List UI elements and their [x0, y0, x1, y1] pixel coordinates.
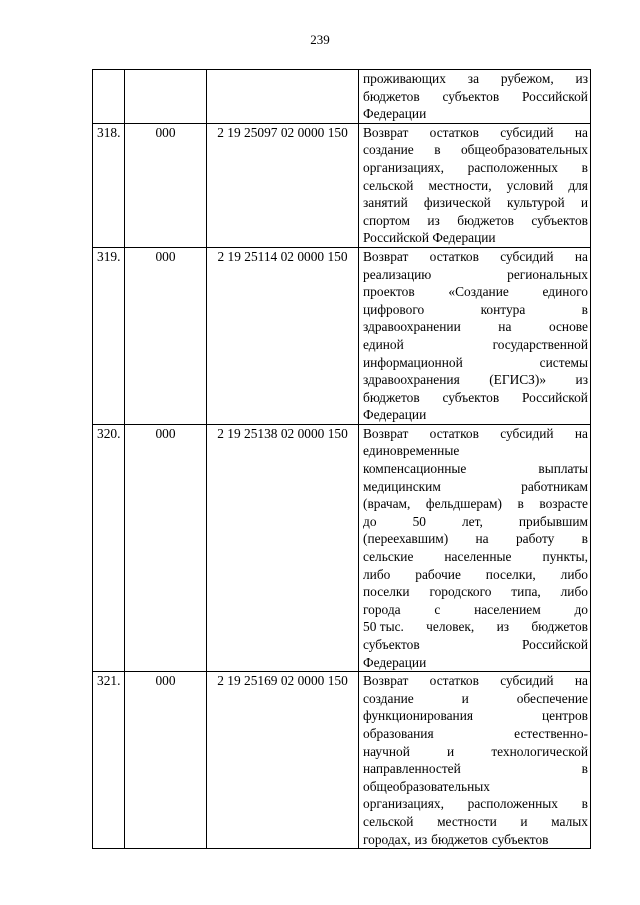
description-word: в [517, 496, 524, 512]
description-line [363, 530, 588, 548]
table-row [93, 247, 591, 424]
description-word: рабочие [415, 566, 461, 582]
description-word: в [581, 531, 588, 547]
description-word: сельские [363, 549, 414, 565]
budget-code-cell: 2 19 25169 02 0000 150 [207, 672, 359, 849]
row-number-cell: 318. [93, 123, 125, 247]
description-word: функционирования [363, 708, 474, 724]
description-word: и [461, 690, 469, 706]
description-word: бюджетов [531, 619, 588, 635]
description-word: Федерации [363, 106, 427, 122]
description-word: создание [363, 142, 414, 158]
description-word: Федерации [363, 407, 427, 423]
description-line [363, 354, 588, 372]
description-word: субъектов [442, 88, 500, 104]
description-line [363, 389, 588, 407]
description-word: до [574, 601, 588, 617]
description-word: возрасте [539, 496, 588, 512]
description-word: здравоохранении [363, 319, 461, 335]
description-word: субъектов [491, 831, 549, 847]
description-line [363, 478, 588, 496]
description-line [363, 566, 588, 584]
description-word: городского [429, 584, 492, 600]
description-line [363, 707, 588, 725]
admin-code-cell: 000 [125, 424, 207, 671]
budget-code-cell: 2 19 25097 02 0000 150 [207, 123, 359, 247]
description-line [363, 336, 588, 354]
description-word: сельской [363, 813, 414, 829]
description-word: бюджетов [363, 88, 420, 104]
description-cell [359, 123, 591, 247]
description-word: субсидий [500, 673, 554, 689]
description-word: контура [480, 301, 526, 317]
description-word: направленностей [363, 761, 461, 777]
description-word: на [574, 673, 588, 689]
description-line [363, 495, 588, 513]
description-word: здравоохранения [363, 372, 460, 388]
description-word: Федерации [363, 654, 427, 670]
description-word: городах, [363, 831, 411, 847]
description-word: выплаты [538, 461, 588, 477]
description-word: Возврат [363, 673, 409, 689]
description-line [363, 460, 588, 478]
description-line [363, 283, 588, 301]
description-line [363, 124, 588, 142]
description-word: единой [363, 336, 404, 352]
description-line [363, 266, 588, 284]
description-line [363, 194, 588, 212]
description-word: субъектов [363, 637, 420, 652]
description-word: естественно- [514, 725, 588, 741]
description-word: создание [363, 690, 414, 706]
description-word: поселки [363, 584, 410, 600]
description-line [363, 813, 588, 831]
description-word: либо [560, 584, 588, 600]
description-word: на [574, 124, 588, 140]
description-line [363, 88, 588, 106]
description-word: единовременные [363, 443, 460, 459]
description-word: расположенных [467, 796, 558, 812]
description-word: из [575, 71, 588, 86]
budget-code-cell: 2 19 25114 02 0000 150 [207, 247, 359, 424]
description-word: местности, [428, 177, 492, 193]
description-word: прибывшим [518, 513, 588, 529]
description-word: местности [437, 813, 497, 829]
budget-code-cell [207, 70, 359, 124]
description-line [363, 760, 588, 778]
description-word: остатков [429, 124, 479, 140]
description-word: государственной [492, 336, 588, 352]
admin-code-cell: 000 [125, 247, 207, 424]
description-line [363, 725, 588, 743]
description-word: в [581, 159, 588, 175]
description-word: рубежом, [500, 71, 554, 86]
admin-code-cell: 000 [125, 123, 207, 247]
description-word: остатков [429, 248, 479, 264]
description-word: субъектов [442, 389, 500, 405]
description-word: поселки, [485, 566, 536, 582]
description-word: в [581, 761, 588, 777]
table-row [93, 424, 591, 671]
description-word: и [580, 195, 588, 211]
description-word: центров [541, 708, 588, 724]
description-line [363, 778, 588, 796]
description-word: научной [363, 743, 410, 759]
description-word: либо [363, 566, 391, 582]
description-word: бюджетов [457, 212, 514, 228]
description-line [363, 248, 588, 266]
description-word: субъектов [531, 212, 588, 228]
description-word: с [434, 601, 441, 617]
description-line [363, 318, 588, 336]
description-word: Возврат [363, 248, 409, 264]
description-cell [359, 424, 591, 671]
description-line [363, 583, 588, 601]
description-word: проектов [363, 284, 415, 300]
budget-code-cell: 2 19 25138 02 0000 150 [207, 424, 359, 671]
description-word: условий [506, 177, 554, 193]
description-word: работу [515, 531, 555, 547]
description-word: в [581, 796, 588, 812]
description-word: фельдшерам) [425, 496, 502, 512]
description-word: либо [560, 566, 588, 582]
description-word: для [568, 177, 588, 193]
description-cell [359, 672, 591, 849]
description-word: проживающих [363, 71, 446, 86]
description-word: основе [548, 319, 588, 335]
description-word: субсидий [500, 124, 554, 140]
description-word: и [520, 813, 528, 829]
description-word: региональных [507, 266, 588, 282]
description-word: лет, [462, 513, 483, 529]
description-word: Российской [521, 389, 588, 405]
description-line [363, 743, 588, 761]
description-word: образования [363, 725, 434, 741]
description-line [363, 795, 588, 813]
description-word: населенные [444, 549, 512, 565]
description-word: до [363, 513, 377, 529]
description-word: общеобразовательных [460, 142, 588, 158]
description-word: субсидий [500, 425, 554, 441]
description-word: единого [542, 284, 588, 300]
description-word: из [575, 372, 588, 388]
description-line [363, 105, 588, 123]
description-line [363, 229, 588, 247]
description-line [363, 690, 588, 708]
table-row [93, 70, 591, 124]
description-word: Российской Федерации [363, 230, 496, 246]
description-word: города [363, 601, 401, 617]
description-word: на [475, 531, 489, 547]
row-number-cell: 321. [93, 672, 125, 849]
description-word: субсидий [500, 248, 554, 264]
description-line [363, 177, 588, 195]
description-word: компенсационные [363, 461, 467, 477]
description-word: типа, [511, 584, 541, 600]
budget-codes-table [92, 69, 591, 849]
description-word: культурой [507, 195, 565, 211]
description-line [363, 601, 588, 619]
description-word: 50 тыс. [363, 619, 404, 635]
description-word: общеобразовательных [363, 778, 491, 794]
description-word: из [427, 212, 440, 228]
description-word: Российской [521, 88, 588, 104]
table-body [93, 70, 591, 849]
description-line [363, 513, 588, 531]
description-word: обеспечение [516, 690, 588, 706]
description-word: из [414, 831, 428, 847]
description-word: (врачам, [363, 496, 411, 512]
description-cell [359, 247, 591, 424]
description-line [363, 371, 588, 389]
description-word: Возврат [363, 124, 409, 140]
description-line [363, 301, 588, 319]
description-word: в [581, 301, 588, 317]
description-line [363, 618, 588, 636]
description-word: бюджетов [431, 831, 488, 847]
row-number-cell [93, 70, 125, 124]
description-word: организациях, [363, 159, 444, 175]
description-word: (переехавшим) [363, 531, 449, 547]
description-word: реализацию [363, 266, 432, 282]
description-word: за [467, 71, 480, 86]
description-word: населением [474, 601, 541, 617]
description-word: и [447, 743, 455, 759]
description-word: человек, [426, 619, 475, 635]
description-cell [359, 70, 591, 124]
description-word: цифрового [363, 301, 425, 317]
description-word: на [574, 248, 588, 264]
row-number-cell: 319. [93, 247, 125, 424]
description-word: остатков [429, 425, 479, 441]
description-line [363, 442, 588, 460]
description-word: бюджетов [363, 389, 420, 405]
description-line [363, 672, 588, 690]
table-row [93, 123, 591, 247]
description-word: спортом [363, 212, 410, 228]
description-line [363, 406, 588, 424]
description-word: Российской [522, 637, 588, 652]
description-word: технологической [491, 743, 588, 759]
description-word: на [574, 425, 588, 441]
description-word: (ЕГИСЗ)» [489, 372, 547, 388]
description-word: занятий [363, 195, 408, 211]
admin-code-cell: 000 [125, 672, 207, 849]
description-line [363, 141, 588, 159]
description-word: Возврат [363, 425, 409, 441]
description-word: остатков [429, 673, 479, 689]
description-word: в [434, 142, 441, 158]
table-row [93, 672, 591, 849]
description-word: организациях, [363, 796, 444, 812]
admin-code-cell [125, 70, 207, 124]
description-word: информационной [363, 354, 463, 370]
description-word: медицинским [363, 478, 441, 494]
row-number-cell: 320. [93, 424, 125, 671]
description-word: системы [539, 354, 588, 370]
description-word: малых [551, 813, 588, 829]
description-word: из [496, 619, 510, 635]
description-word: расположенных [467, 159, 558, 175]
description-word: сельской [363, 177, 414, 193]
description-word: 50 [412, 513, 426, 529]
description-line [363, 636, 588, 654]
description-word: физической [423, 195, 491, 211]
description-line [363, 831, 588, 849]
description-line [363, 425, 588, 443]
description-word: пункты, [542, 549, 588, 565]
description-word: на [498, 319, 512, 335]
description-word: работникам [521, 478, 588, 494]
description-word: «Создание [448, 284, 509, 300]
page-number: 239 [310, 32, 330, 47]
description-line [363, 548, 588, 566]
description-line [363, 654, 588, 672]
description-line [363, 70, 588, 88]
description-line [363, 212, 588, 230]
description-line [363, 159, 588, 177]
